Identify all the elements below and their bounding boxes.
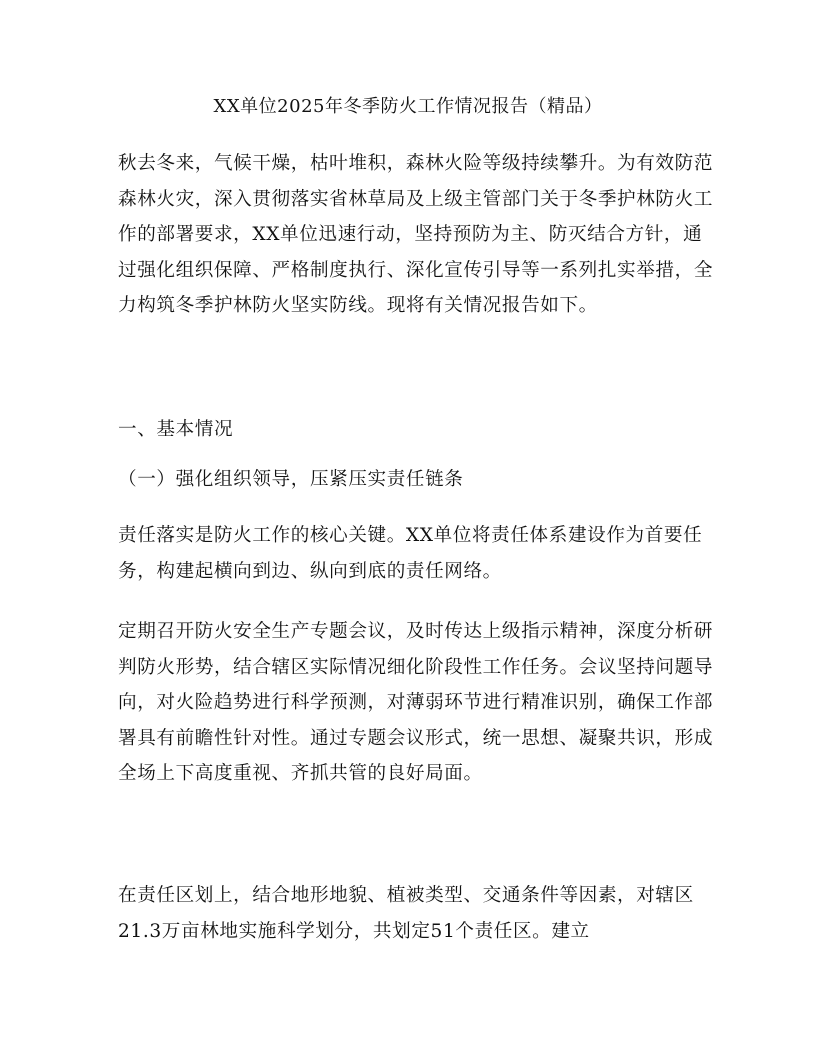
zoning-paragraph: 在责任区划上，结合地形地貌、植被类型、交通条件等因素，对辖区21.3万亩林地实施科学划分，共划定51个责任区。建立 <box>118 885 694 942</box>
intro-paragraph: 秋去冬来，气候干燥，枯叶堆积，森林火险等级持续攀升。为有效防范森林火灾，深入贯彻落实省林草局及上级主管部门关于冬季护林防火工作的部署要求，XX单位迅速行动，坚持预防为主、防灭结合方针，通过强化组织保障、严格制度执行、深化宣传引导等一系列扎实举措，全力构筑冬季护林防火坚实防线。现将有关情况报告如下。 <box>118 153 714 317</box>
subsection-heading-leadership: （一）强化组织领导，压紧压实责任链条 <box>118 469 464 490</box>
responsibility-paragraph: 责任落实是防火工作的核心关键。XX单位将责任体系建设作为首要任务，构建起横向到边、纵向到底的责任网络。 <box>118 525 703 582</box>
document-title: XX单位2025年冬季防火工作情况报告（精品） <box>213 96 603 117</box>
meeting-paragraph: 定期召开防火安全生产专题会议，及时传达上级指示精神，深度分析研判防火形势，结合辖区实际情况细化阶段性工作任务。会议坚持问题导向，对火险趋势进行科学预测，对薄弱环节进行精准识别，确保工作部署具有前瞻性针对性。通过专题会议形式，统一思想、凝聚共识，形成全场上下高度重视、齐抓共管的良好局面。 <box>118 621 714 785</box>
section-heading-basic-situation: 一、基本情况 <box>118 419 234 440</box>
